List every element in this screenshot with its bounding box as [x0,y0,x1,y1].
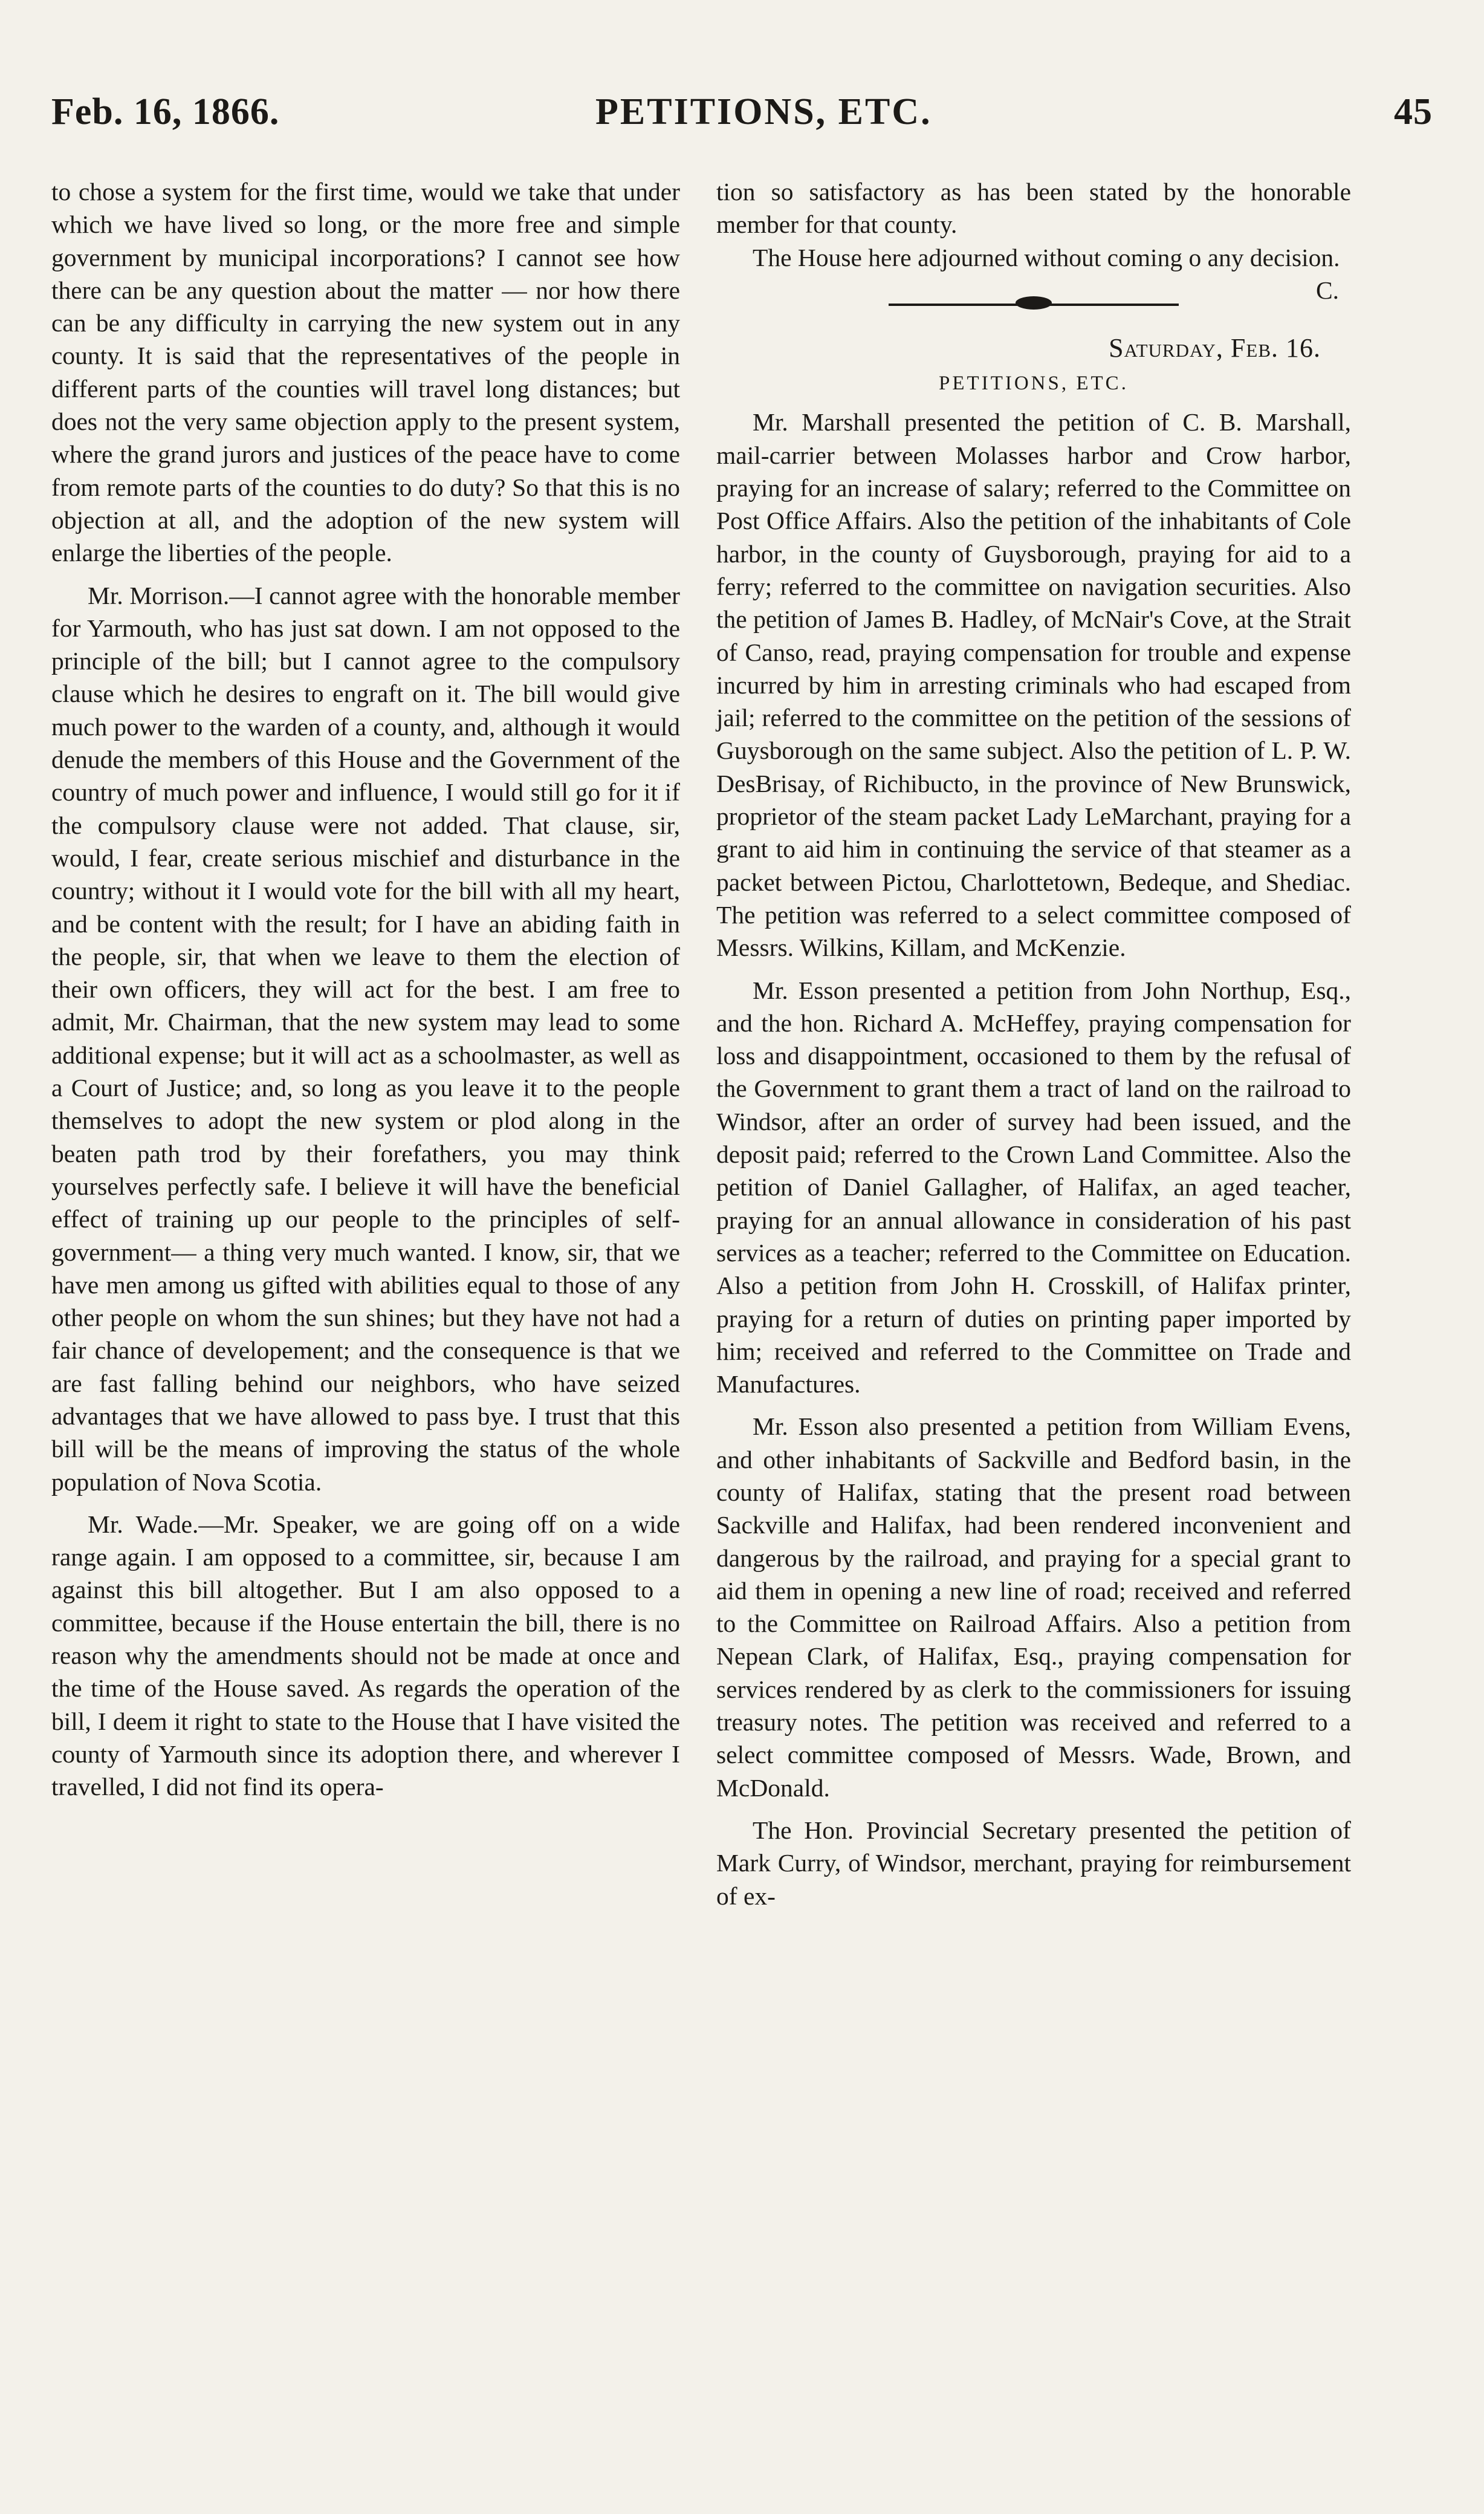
adjournment-note [716,241,1351,304]
paragraph: Mr. Esson also presented a petition from William Evens, and other inhabitants of Sackville and Bedford basin, in the county of Halifax, stating that the present road between Sackville and Halifax, had been rendered inconvenient and dangerous by the railroad, and praying for a special grant to aid them in opening a new line of road; received and referred to the Committee on Railroad Affairs. Also a petition from Nepean Clark, of Halifax, Esq., praying compensation for services rendered by as clerk to the commissioners for issuing treasury notes. The petition was received and referred to a select committee composed of Messrs. Wade, Brown, and McDonald. [716,1412,1351,1802]
header-date: Feb. 16, 1866. [51,91,280,132]
left-column [51,175,680,1804]
divider-ornament [1016,296,1052,310]
paragraph: Mr. Marshall presented the petition of C. B. Marshall, mail-carrier between Molasses harbor and Crow harbor, praying for an increase of salary; referred to the Committee on Post Office Affairs. Also the petition of the inhabitants of Cole harbor, in the county of Guysborough, praying for aid to a ferry; referred to the committee on navigation securities. Also the petition of James B. Hadley, of McNair's Cove, at the Strait of Canso, read, praying compensation for trouble and expense incurred by him in arresting criminals who had escaped from jail; referred to the committee on the petition of the sessions of Guysborough on the same subject. Also the petition of L. P. W. DesBrisay, of Richibucto, in the province of New Brunswick, proprietor of the steam packet Lady LeMarchant, praying for a grant to aid him in continuing the service of that steamer as a packet between Pictou, Charlottetown, Bedeque, and Shediac. The petition was referred to a select committee composed of Messrs. Wilkins, Killam, and McKenzie. [716,408,1351,962]
paragraph: Mr. Wade.—Mr. Speaker, we are going off on a wide range again. I am opposed to a committee, sir, because I am against this bill altogether. But I am also opposed to a committee, because if the House entertain the bill, there is no reason why the amendments should not be made at once and the time of the House saved. As regards the operation of the bill, I deem it right to state to the House that I have visited the county of Yarmouth since its adoption there, and wherever I travelled, I did not find its opera- [51,1510,680,1801]
section-divider [889,286,1179,322]
reporter-initial: C. [1315,276,1339,304]
paragraph: The Hon. Provincial Secretary presented the petition of Mark Curry, of Windsor, merchant, praying for reimbursement of ex- [716,1816,1351,1910]
session-date: Saturday, Feb. 16. [1109,333,1321,363]
section-heading: PETITIONS, ETC. [939,372,1129,395]
page-header [51,91,1433,139]
right-column [716,175,1351,1912]
page-number: 45 [1394,91,1433,132]
adjournment-text: The House here adjourned without coming o any decision. [753,243,1340,271]
header-title: PETITIONS, ETC. [595,91,932,132]
paragraph: tion so satisfactory as has been stated by the honorable member for that county. [716,178,1351,239]
paragraph: to chose a system for the first time, would we take that under which we have lived so long, or the more free and simple government by municipal incorporations? I cannot see how there can be any question about the matter — nor how there can be any difficulty in carrying the new system out in any county. It is said that the representatives of the people in different parts of the counties will travel long distances; but does not the very same objection apply to the present system, where the grand jurors and justices of the peace have to come from remote parts of the counties to do duty? So that this is no objection at all, and the adoption of the new system will enlarge the liberties of the people. [51,178,680,567]
paragraph: Mr. Morrison.—I cannot agree with the honorable member for Yarmouth, who has just sat down. I am not opposed to the principle of the bill; but I cannot agree to the compulsory clause which he desires to engraft on it. The bill would give much power to the warden of a county, and, although it would denude the members of this House and the Government of the country of much power and influence, I would still go for it if the compulsory clause were not added. That clause, sir, would, I fear, create serious mischief and disturbance in the country; without it I would vote for the bill with all my heart, and be content with the result; for I have an abiding faith in the people, sir, that when we leave to them the election of their own officers, they will act for the best. I am free to admit, Mr. Chairman, that the new system may lead to some additional expense; but it will act as a schoolmaster, as well as a Court of Justice; and, so long as you leave it to the people themselves to adopt the new system or plod along in the beaten path trod by their forefathers, you may think yourselves perfectly safe. I believe it will have the beneficial effect of training up our people to the principles of self-government— a thing very much wanted. I know, sir, that we have men among us gifted with abilities equal to those of any other people on whom the sun shines; but they have not had a fair chance of developement; and the consequence is that we are fast falling behind our neighbors, who have seized advantages that we have allowed to pass bye. I trust that this bill will be the means of improving the status of the whole population of Nova Scotia. [51,581,680,1496]
paragraph: Mr. Esson presented a petition from John Northup, Esq., and the hon. Richard A. McHeffey, praying compensation for loss and disappointment, occasioned to them by the refusal of the Government to grant them a tract of land on the railroad to Windsor, after an order of survey had been issued, and the deposit paid; referred to the Crown Land Committee. Also the petition of Daniel Gallagher, of Halifax, an aged teacher, praying for an annual allowance in consideration of his past services as a teacher; referred to the Committee on Education. Also a petition from John H. Crosskill, of Halifax printer, praying for a return of duties on printing paper imported by him; received and referred to the Committee on Trade and Manufactures. [716,976,1351,1398]
